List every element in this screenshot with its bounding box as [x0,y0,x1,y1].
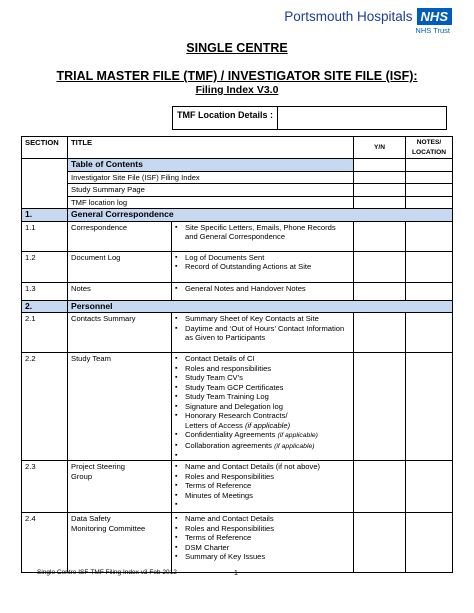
row-title: Document Log [68,251,172,282]
filing-index-table [21,136,453,573]
header-notes: NOTES/ LOCATION [406,137,453,159]
table-row [22,282,453,300]
list-item: ▪ Site Specific Letters, Emails, Phone Records [183,223,350,233]
header-yn: Y/N [354,137,406,159]
row-number: 2.4 [22,513,68,573]
list-item: ▪ Study Team GCP Certificates [183,383,350,393]
section-number: 1. [22,209,68,222]
list-item: ▪ General Notes and Handover Notes [183,284,350,294]
toc-item: TMF location log [68,196,354,209]
table-row [22,196,453,209]
list-item: ▪ Honorary Research Contracts/ [183,411,350,421]
row-number: 2.1 [22,313,68,353]
toc-title-row [22,159,453,172]
document-subtitle: TRIAL MASTER FILE (TMF) / INVESTIGATOR SITE FILE (ISF): [56,69,418,83]
section-title: General Correspondence [68,209,453,222]
logo-trust: NHS Trust [415,26,450,35]
section-title: Personnel [68,300,453,313]
section-row [22,300,453,313]
list-item: ▪ Daytime and ‘Out of Hours’ Contact Information [183,324,350,334]
list-item: ▪ Terms of Reference [183,533,350,543]
list-item: ▪ Name and Contact Details [183,514,350,524]
list-item: ▪ Minutes of Meetings [183,491,350,501]
page-number: 1 [234,570,238,577]
section-row [22,209,453,222]
list-item: ▪ Study Team Training Log [183,392,350,402]
row-title: Notes [68,282,172,300]
table-row [22,461,453,513]
row-title: Study Team [68,353,172,461]
list-item: ▪ Summary of Key Issues [183,552,350,562]
list-item: ▪ Record of Outstanding Actions at Site [183,262,350,272]
index-version: Filing Index V3.0 [195,84,279,96]
row-title: Project Steering [71,462,126,471]
toc-item: Study Summary Page [68,184,354,197]
table-row [22,251,453,282]
header-title: TITLE [68,137,354,159]
row-number: 1.2 [22,251,68,282]
header-section: SECTION [22,137,68,159]
row-number: 1.1 [22,221,68,251]
section-number: 2. [22,300,68,313]
location-box [172,106,447,130]
row-number: 1.3 [22,282,68,300]
toc-item: Investigator Site File (ISF) Filing Index [68,171,354,184]
list-item: ▪ Name and Contact Details (if not above) [183,462,350,472]
list-item: ▪ Log of Documents Sent [183,253,350,263]
list-item: ▪ Confidentiality Agreements (if applicable) [183,430,350,441]
list-item: ▪ Study Team CV’s [183,373,350,383]
list-item: ▪ DSM Charter [183,543,350,553]
list-item: ▪ Contact Details of CI [183,354,350,364]
row-title-continuation: Monitoring Committee [71,523,146,533]
list-item: ▪ Summary Sheet of Key Contacts at Site [183,314,350,324]
table-row [22,353,453,461]
row-title: Data Safety [71,514,111,523]
table-row [22,184,453,197]
logo-name: Portsmouth Hospitals [284,9,413,24]
list-item-continuation: and General Correspondence [185,232,286,241]
location-label: TMF Location Details : [173,107,278,129]
document-title: SINGLE CENTRE [186,41,288,55]
list-item: ▪ Terms of Reference [183,481,350,491]
toc-title: Table of Contents [68,159,354,172]
list-item: ▪ Roles and Responsibilities [183,524,350,534]
table-row [22,221,453,251]
row-title: Contacts Summary [68,313,172,353]
list-item: ▪ Roles and responsibilities [183,364,350,374]
location-value[interactable] [278,107,446,129]
footer-text: Single Centre ISF-TMF Filing Index v3 Feb 2012 [37,569,177,576]
table-row [22,313,453,353]
list-item: ▪ Signature and Delegation log [183,402,350,412]
header-row [22,137,453,159]
row-title: Correspondence [68,221,172,251]
table-row [22,513,453,573]
nhs-badge: NHS [417,8,452,25]
list-item: ▪ Roles and Responsibilities [183,472,350,482]
list-item-continuation: Letters of Access (if applicable) [185,420,291,430]
nhs-logo [284,8,452,35]
row-title-continuation: Group [71,471,93,481]
row-number: 2.2 [22,353,68,461]
row-number: 2.3 [22,461,68,513]
list-item: ▪ Collaboration agreements (if applicable) [183,441,350,452]
table-row [22,171,453,184]
list-item-continuation: as Given to Participants [185,333,266,342]
